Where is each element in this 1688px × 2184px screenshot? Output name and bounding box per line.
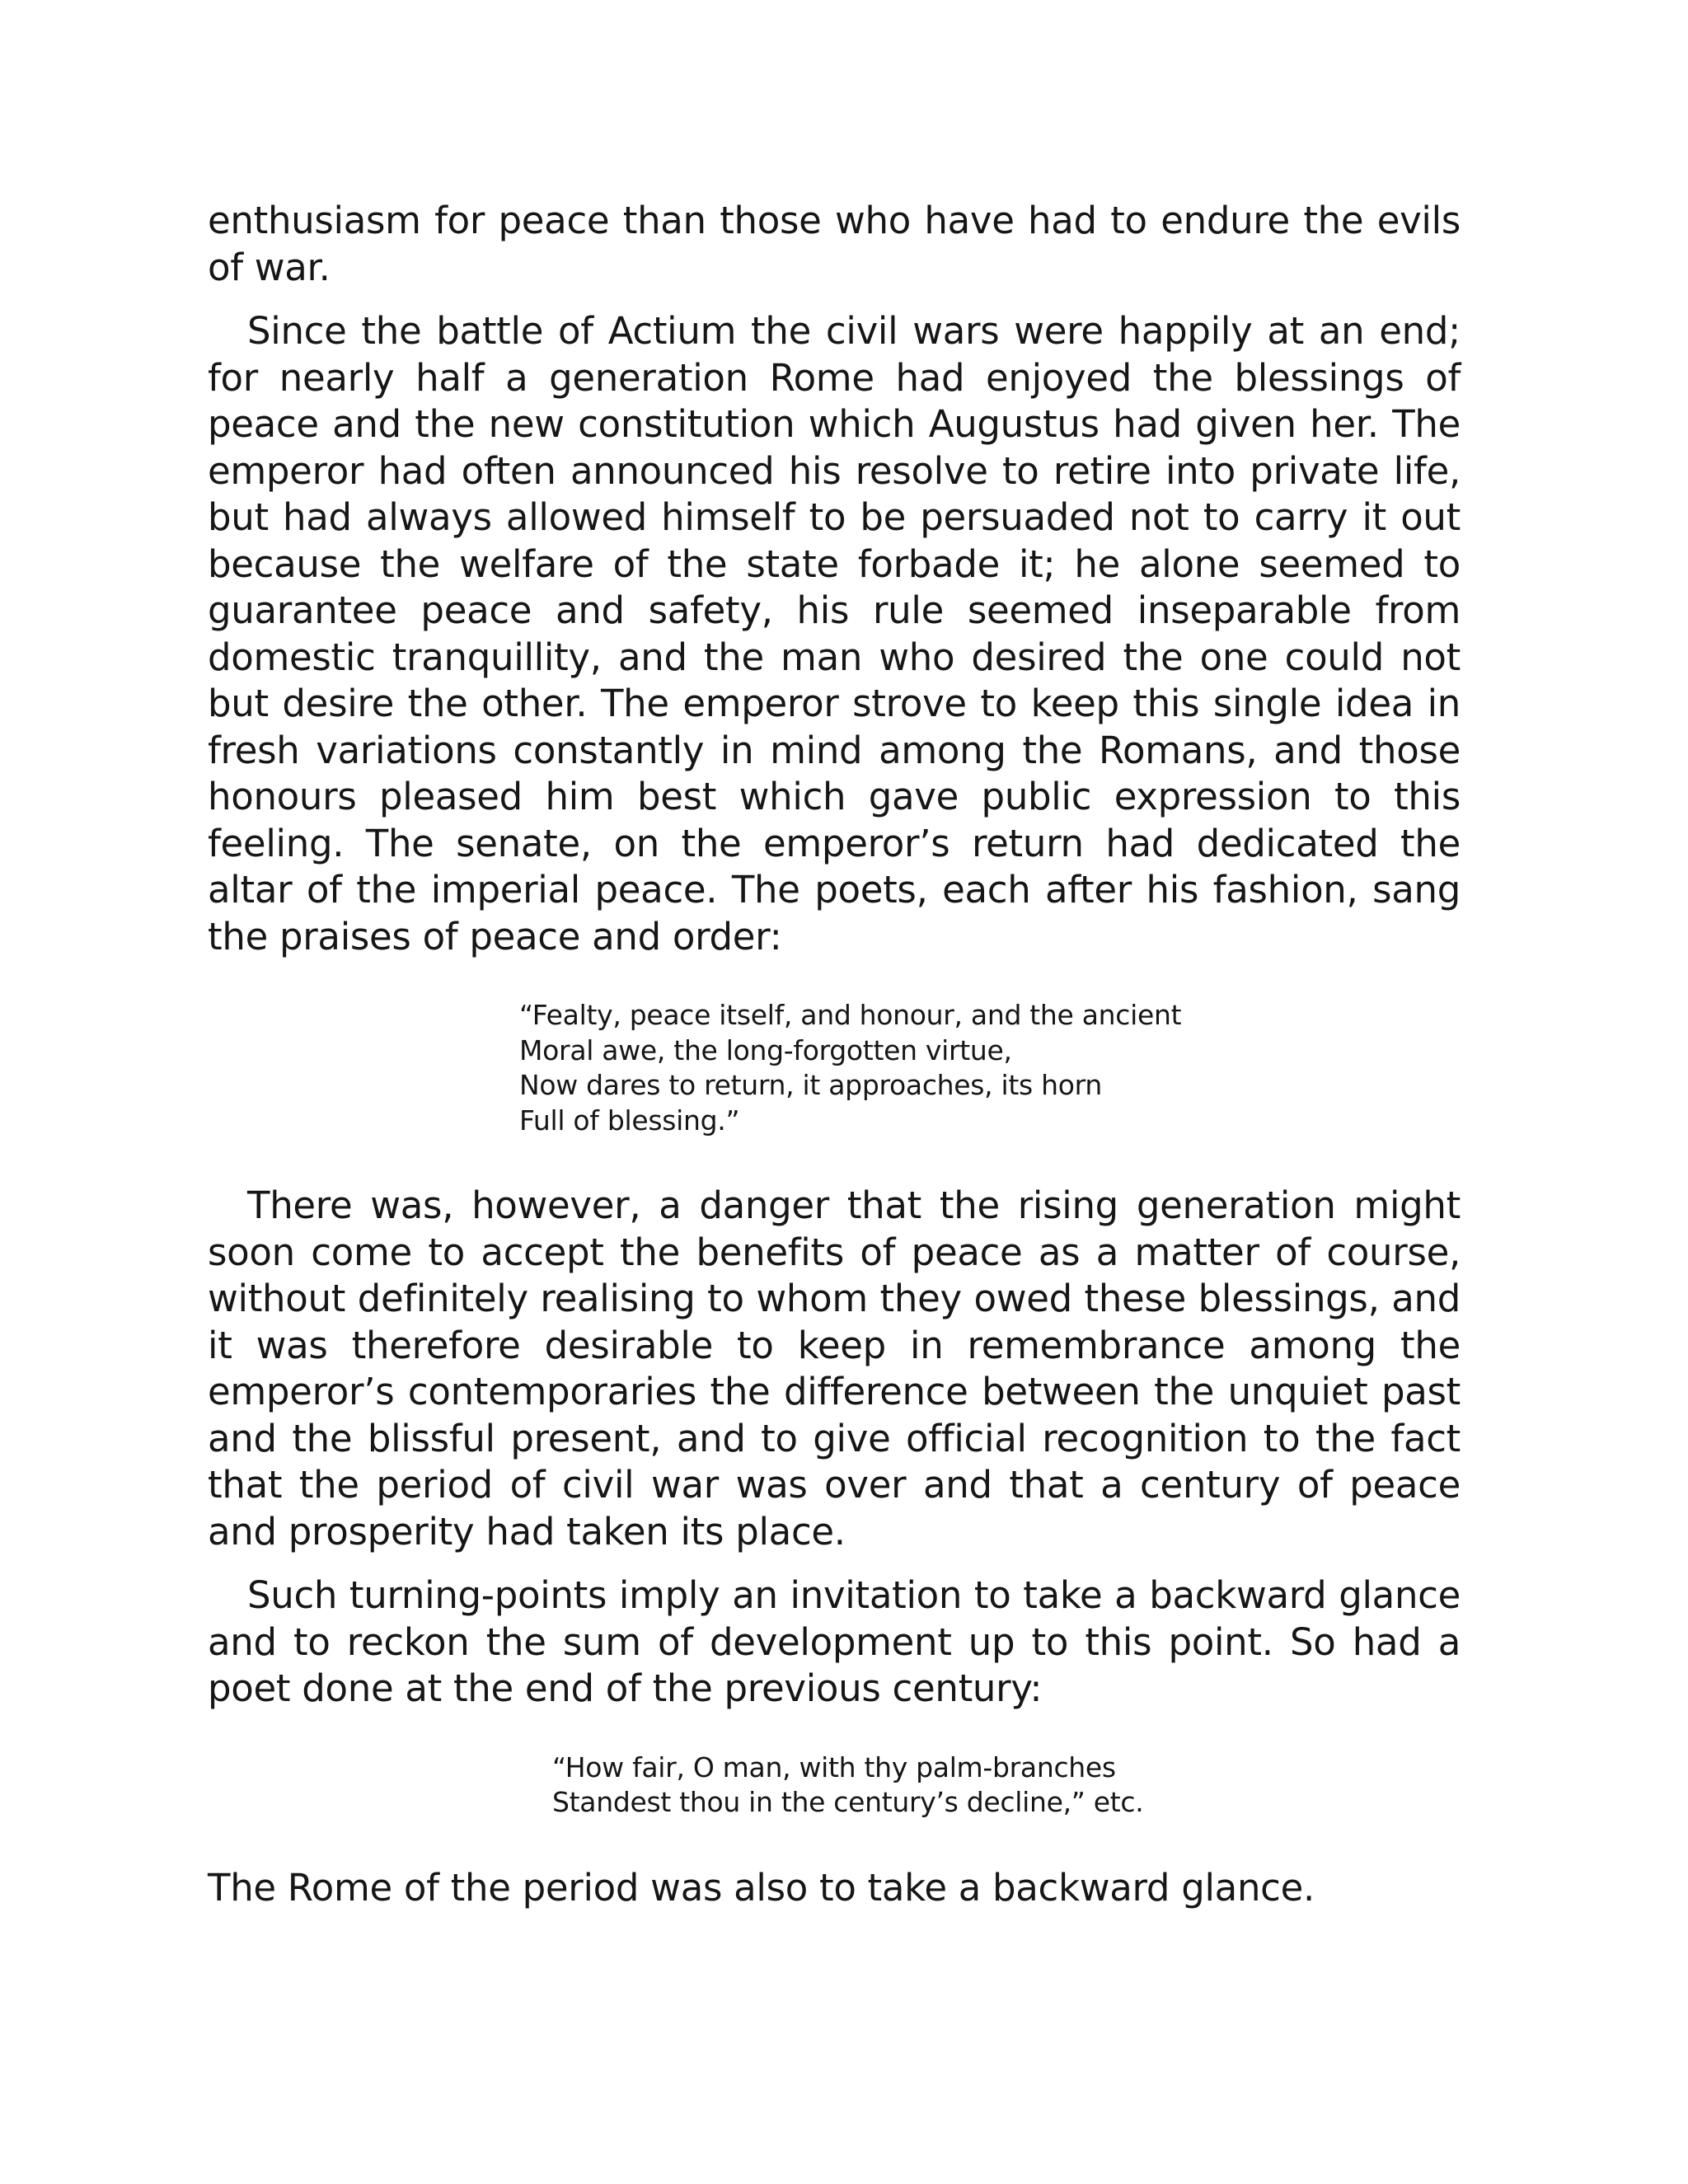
paragraph-turning-points: Such turning-points imply an invitation to take a backward glance and to reckon the sum of development up to this point. So had a poet done at the end of the previous century:	[208, 1573, 1461, 1710]
verse-line: Standest thou in the century’s decline,” etc.	[552, 1786, 1144, 1818]
verse-line: Now dares to return, it approaches, its horn	[519, 1069, 1102, 1101]
verse-line: Moral awe, the long-forgotten virtue,	[519, 1033, 1012, 1066]
paragraph-continuation: enthusiasm for peace than those who have had to endure the evils of war.	[208, 199, 1461, 289]
document-page	[208, 198, 1461, 1911]
verse-quote-fealty	[519, 998, 1461, 1138]
paragraph-actium: Since the battle of Actium the civil wars were happily at an end; for nearly half a generation Rome had enjoyed the blessings of peace and the new constitution which Augustus had given her. The emperor had often announced his resolve to retire into private life, but had always allowed himself to be persuaded not to carry it out because the welfare of the state forbade it; he alone seemed to guarantee peace and safety, his rule seemed inseparable from domestic tranquillity, and the man who desired the one could not but desire the other. The emperor strove to keep this single idea in fresh variations constantly in mind among the Romans, and those honours pleased him best which gave public expression to this feeling. The senate, on the emperor’s return had dedicated the altar of the imperial peace. The poets, each after his fashion, sang the praises of peace and order:	[208, 309, 1461, 958]
verse-line: “Fealty, peace itself, and honour, and the ancient	[519, 999, 1182, 1031]
verse-quote-palm-branches	[552, 1750, 1461, 1821]
paragraph-rome-backward-glance: The Rome of the period was also to take a backward glance.	[208, 1865, 1315, 1910]
verse-line: Full of blessing.”	[519, 1104, 740, 1137]
verse-line: “How fair, O man, with thy palm-branches	[552, 1750, 1116, 1783]
paragraph-rising-generation: There was, however, a danger that the rising generation might soon come to accept the benefits of peace as a matter of course, without definitely realising to whom they owed these blessings, and it was therefore desirable to keep in remembrance among the emperor’s contemporaries the difference between the unquiet past and the blissful present, and to give official recognition to the fact that the period of civil war was over and that a century of peace and prosperity had taken its place.	[208, 1183, 1461, 1554]
